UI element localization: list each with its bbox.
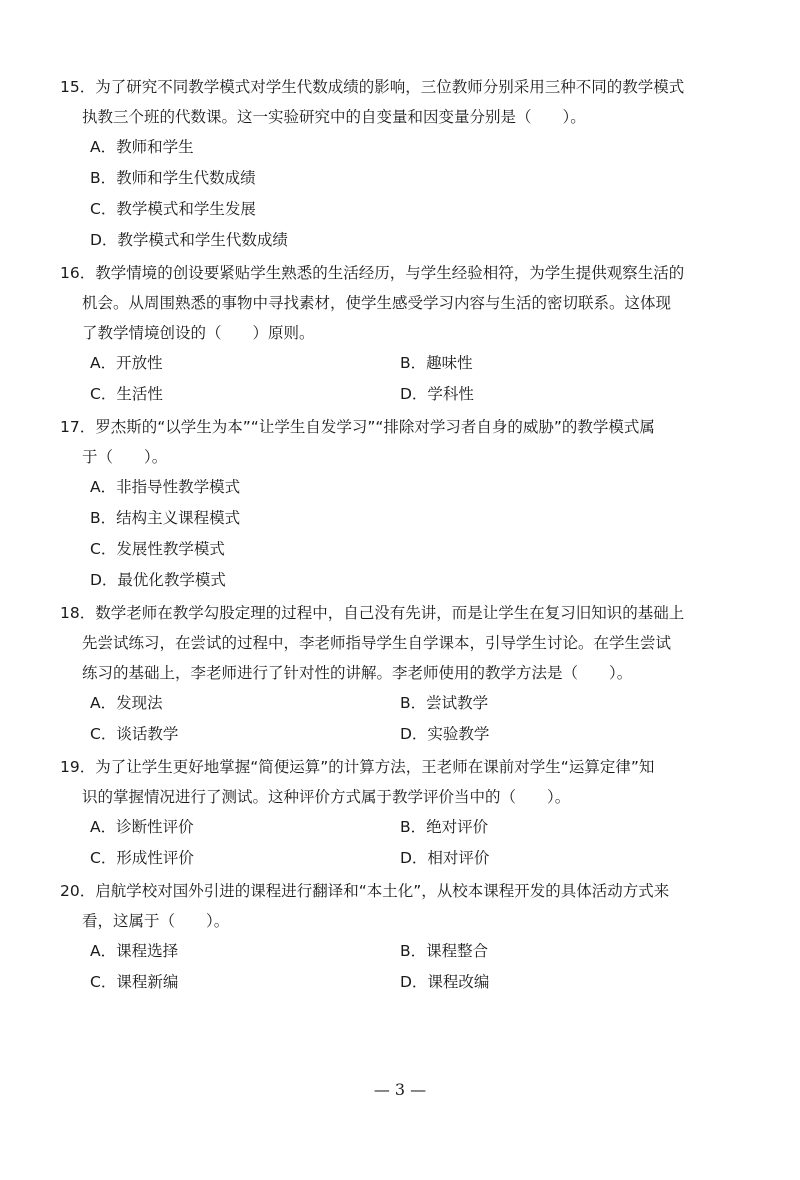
options-grid (60, 936, 730, 998)
option-c: C．形成性评价 (90, 849, 194, 867)
page-number: — 3 — (373, 1080, 427, 1099)
question-stem-line: 先尝试练习，在尝试的过程中，李老师指导学生自学课本，引导学生讨论。在学生尝试 (82, 634, 672, 652)
option-d: D．课程改编 (400, 973, 490, 991)
option-a: A．发现法 (90, 694, 163, 712)
question-18 (60, 598, 730, 750)
option-c: C．发展性教学模式 (90, 540, 225, 558)
option-d: D．相对评价 (400, 849, 490, 867)
question-20 (60, 876, 730, 998)
question-stem-line: 17．罗杰斯的“以学生为本”“让学生自发学习”“排除对学习者自身的威胁”的教学模式属 (60, 418, 655, 436)
question-17 (60, 412, 730, 596)
question-stem-line: 于（ ）。 (82, 448, 168, 466)
option-b: B．课程整合 (400, 942, 489, 960)
option-b: B．绝对评价 (400, 818, 489, 836)
options-grid (60, 688, 730, 750)
question-stem-line: 19．为了让学生更好地掌握“简便运算”的计算方法，王老师在课前对学生“运算定律”知 (60, 758, 655, 776)
options-list (60, 472, 730, 596)
option-c: C．生活性 (90, 385, 163, 403)
question-15 (60, 72, 730, 256)
option-c: C．谈话教学 (90, 725, 179, 743)
question-stem-line: 执教三个班的代数课。这一实验研究中的自变量和因变量分别是（ ）。 (82, 108, 586, 126)
option-c: C．教学模式和学生发展 (90, 200, 256, 218)
question-stem-line: 机会。从周围熟悉的事物中寻找素材，使学生感受学习内容与生活的密切联系。这体现 (82, 294, 672, 312)
option-b: B．结构主义课程模式 (90, 509, 241, 527)
option-c: C．课程新编 (90, 973, 179, 991)
option-a: A．诊断性评价 (90, 818, 194, 836)
options-grid (60, 348, 730, 410)
option-d: D．学科性 (400, 385, 474, 403)
options-grid (60, 812, 730, 874)
option-a: A．教师和学生 (90, 138, 194, 156)
option-a: A．非指导性教学模式 (90, 478, 241, 496)
question-stem-line: 练习的基础上，李老师进行了针对性的讲解。李老师使用的教学方法是（ ）。 (82, 664, 633, 682)
question-19 (60, 752, 730, 874)
option-d: D．最优化教学模式 (90, 571, 226, 589)
question-stem-line: 18．数学老师在教学勾股定理的过程中，自己没有先讲，而是让学生在复习旧知识的基础上 (60, 604, 685, 622)
option-a: A．开放性 (90, 354, 163, 372)
option-a: A．课程选择 (90, 942, 179, 960)
question-16 (60, 258, 730, 410)
option-b: B．教师和学生代数成绩 (90, 169, 256, 187)
question-stem-line: 20．启航学校对国外引进的课程进行翻译和“本土化”，从校本课程开发的具体活动方式来 (60, 882, 670, 900)
option-b: B．趣味性 (400, 354, 473, 372)
option-b: B．尝试教学 (400, 694, 489, 712)
option-d: D．实验教学 (400, 725, 490, 743)
question-stem-line: 了教学情境创设的（ ）原则。 (82, 324, 315, 342)
question-stem-line: 16．教学情境的创设要紧贴学生熟悉的生活经历，与学生经验相符，为学生提供观察生活的 (60, 264, 685, 282)
question-stem-line: 看，这属于（ ）。 (82, 912, 230, 930)
options-list (60, 132, 730, 256)
option-d: D．教学模式和学生代数成绩 (90, 231, 288, 249)
question-stem-line: 识的掌握情况进行了测试。这种评价方式属于教学评价当中的（ ）。 (82, 788, 571, 806)
question-stem-line: 15．为了研究不同教学模式对学生代数成绩的影响，三位教师分别采用三种不同的教学模式 (60, 78, 685, 96)
